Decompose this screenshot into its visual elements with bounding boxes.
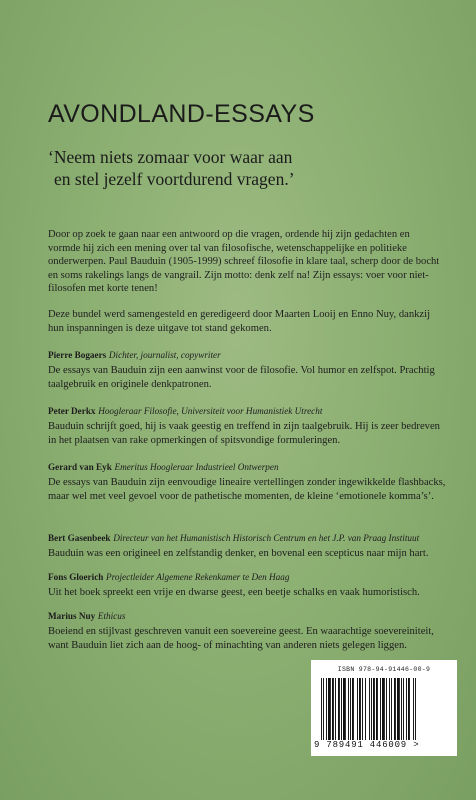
review-gloerich [48,571,446,600]
reviewer-role: Dichter, journalist, copywriter [108,350,221,360]
review-text: Uit het boek spreekt een vrije en dwarse geest, een beetje schalks en vaak humoristisch. [48,587,420,598]
motto-quote [48,146,458,190]
barcode-bar [323,678,324,740]
intro-paragraph: Door op zoek te gaan naar een antwoord op die vragen, ordende hij zijn gedachten en vormde hij zich een mening over tal van filosofische, wetenschappelijke en politieke onderwerpen. Paul Bauduin (1905-1999) schreef filosofie in klare taal, scherp door de bocht en soms rakelings langs de vangrail. Zijn motto: denk zelf na! Zijn essays: voer voor niet-filosofen met korte tenen! [48,229,440,295]
review-text: Boeiend en stijlvast geschreven vanuit een soevereine geest. En waarachtige soevereiniteit, want Bauduin liet zich aan de hoog- of minachting van anderen niets gelegen liggen. [48,626,434,651]
reviewer-role: Projectleider Algemene Rekenkamer te Den Haag [106,572,290,582]
reviewer-name: Peter Derkx [48,406,96,416]
barcode-digits: 9 789491 446009 > [314,740,420,750]
barcode-bar [413,678,414,740]
barcode-bar [326,678,327,740]
barcode-bar [359,678,361,740]
reviewer-name: Pierre Bogaers [48,350,107,360]
barcode-bar [380,678,381,740]
editor-paragraph: Deze bundel werd samengesteld en geredigeerd door Maarten Looij en Enno Nuy, dankzij hun inspanningen is deze uitgave tot stand gekomen. [48,309,431,334]
barcode-bar [376,678,378,740]
barcode-bar [362,678,363,740]
barcode-bar [348,678,349,740]
quote-line-2: en stel jezelf voortdurend vragen.’ [54,169,295,189]
reviewer-name: Bert Gasenbeek [48,533,111,543]
barcode-bar [397,678,400,740]
barcode-bar [341,678,342,740]
reviewer-role: Hoogleraar Filosofie, Universiteit voor Humanistiek Utrecht [98,406,323,416]
book-title: AVONDLAND-ESSAYS [48,100,315,128]
review-nuy [48,610,446,652]
review-text: Bauduin was een origineel en zelfstandig denker, en bovenal een scepticus naar mijn hart. [48,548,429,559]
barcode-bar [403,678,404,740]
barcode-bar [335,678,336,740]
review-gasenbeek [48,532,446,561]
barcode-bar [321,678,322,740]
quote-line-1: ‘Neem niets zomaar voor waar aan [48,147,293,167]
barcode-bar [371,678,372,740]
barcode-bar [408,678,410,740]
barcode-bar [357,678,358,740]
barcode-bar [394,678,396,740]
barcode-bar [328,678,331,740]
isbn-barcode [311,660,457,756]
reviewer-name: Fons Gloerich [48,572,104,582]
reviewer-role: Ethicus [97,611,126,621]
barcode-bar [338,678,340,740]
reviewer-role: Directeur van het Humanistisch Historisch Centrum en het J.P. van Praag Instituut [113,533,420,543]
barcode-bar [343,678,346,740]
review-van-eyk [48,461,446,503]
barcode-bar [386,678,387,740]
review-text: De essays van Bauduin zijn eenvoudige lineaire vertellingen zonder ingewikkelde flashbacks, maar wel met veel gevoel voor de pathetische momenten, de kleine ‘emotionele komma’s’. [48,477,446,502]
review-bogaers [48,349,446,391]
barcode-bar [373,678,375,740]
barcode-bar [365,678,366,740]
barcode-bar [389,678,390,740]
reviewer-name: Gerard van Eyk [48,462,112,472]
barcode-bars [321,678,449,740]
barcode-bar [391,678,392,740]
barcode-bar [352,678,354,740]
barcode-bar [415,678,416,740]
isbn-label: ISBN 978-94-91446-00-9 [337,666,431,673]
review-text: De essays van Bauduin zijn een aanwinst voor de filosofie. Vol humor en zelfspot. Prachtig taalgebruik en originele denkpatronen. [48,365,435,390]
reviewer-role: Emeritus Hoogleraar Industrieel Ontwerpen [114,462,279,472]
barcode-bar [350,678,351,740]
barcode-bar [382,678,385,740]
review-derkx [48,405,446,447]
barcode-bar [401,678,402,740]
barcode-bar [369,678,370,740]
review-text: Bauduin schrijft goed, hij is vaak geestig en treffend in zijn taalgebruik. Hij is zeer bedreven in het plaatsen van rake opmerkingen of spitsvondige formuleringen. [48,421,440,446]
reviewer-name: Marius Nuy [48,611,96,621]
barcode-bar [406,678,407,740]
barcode-bar [332,678,334,740]
